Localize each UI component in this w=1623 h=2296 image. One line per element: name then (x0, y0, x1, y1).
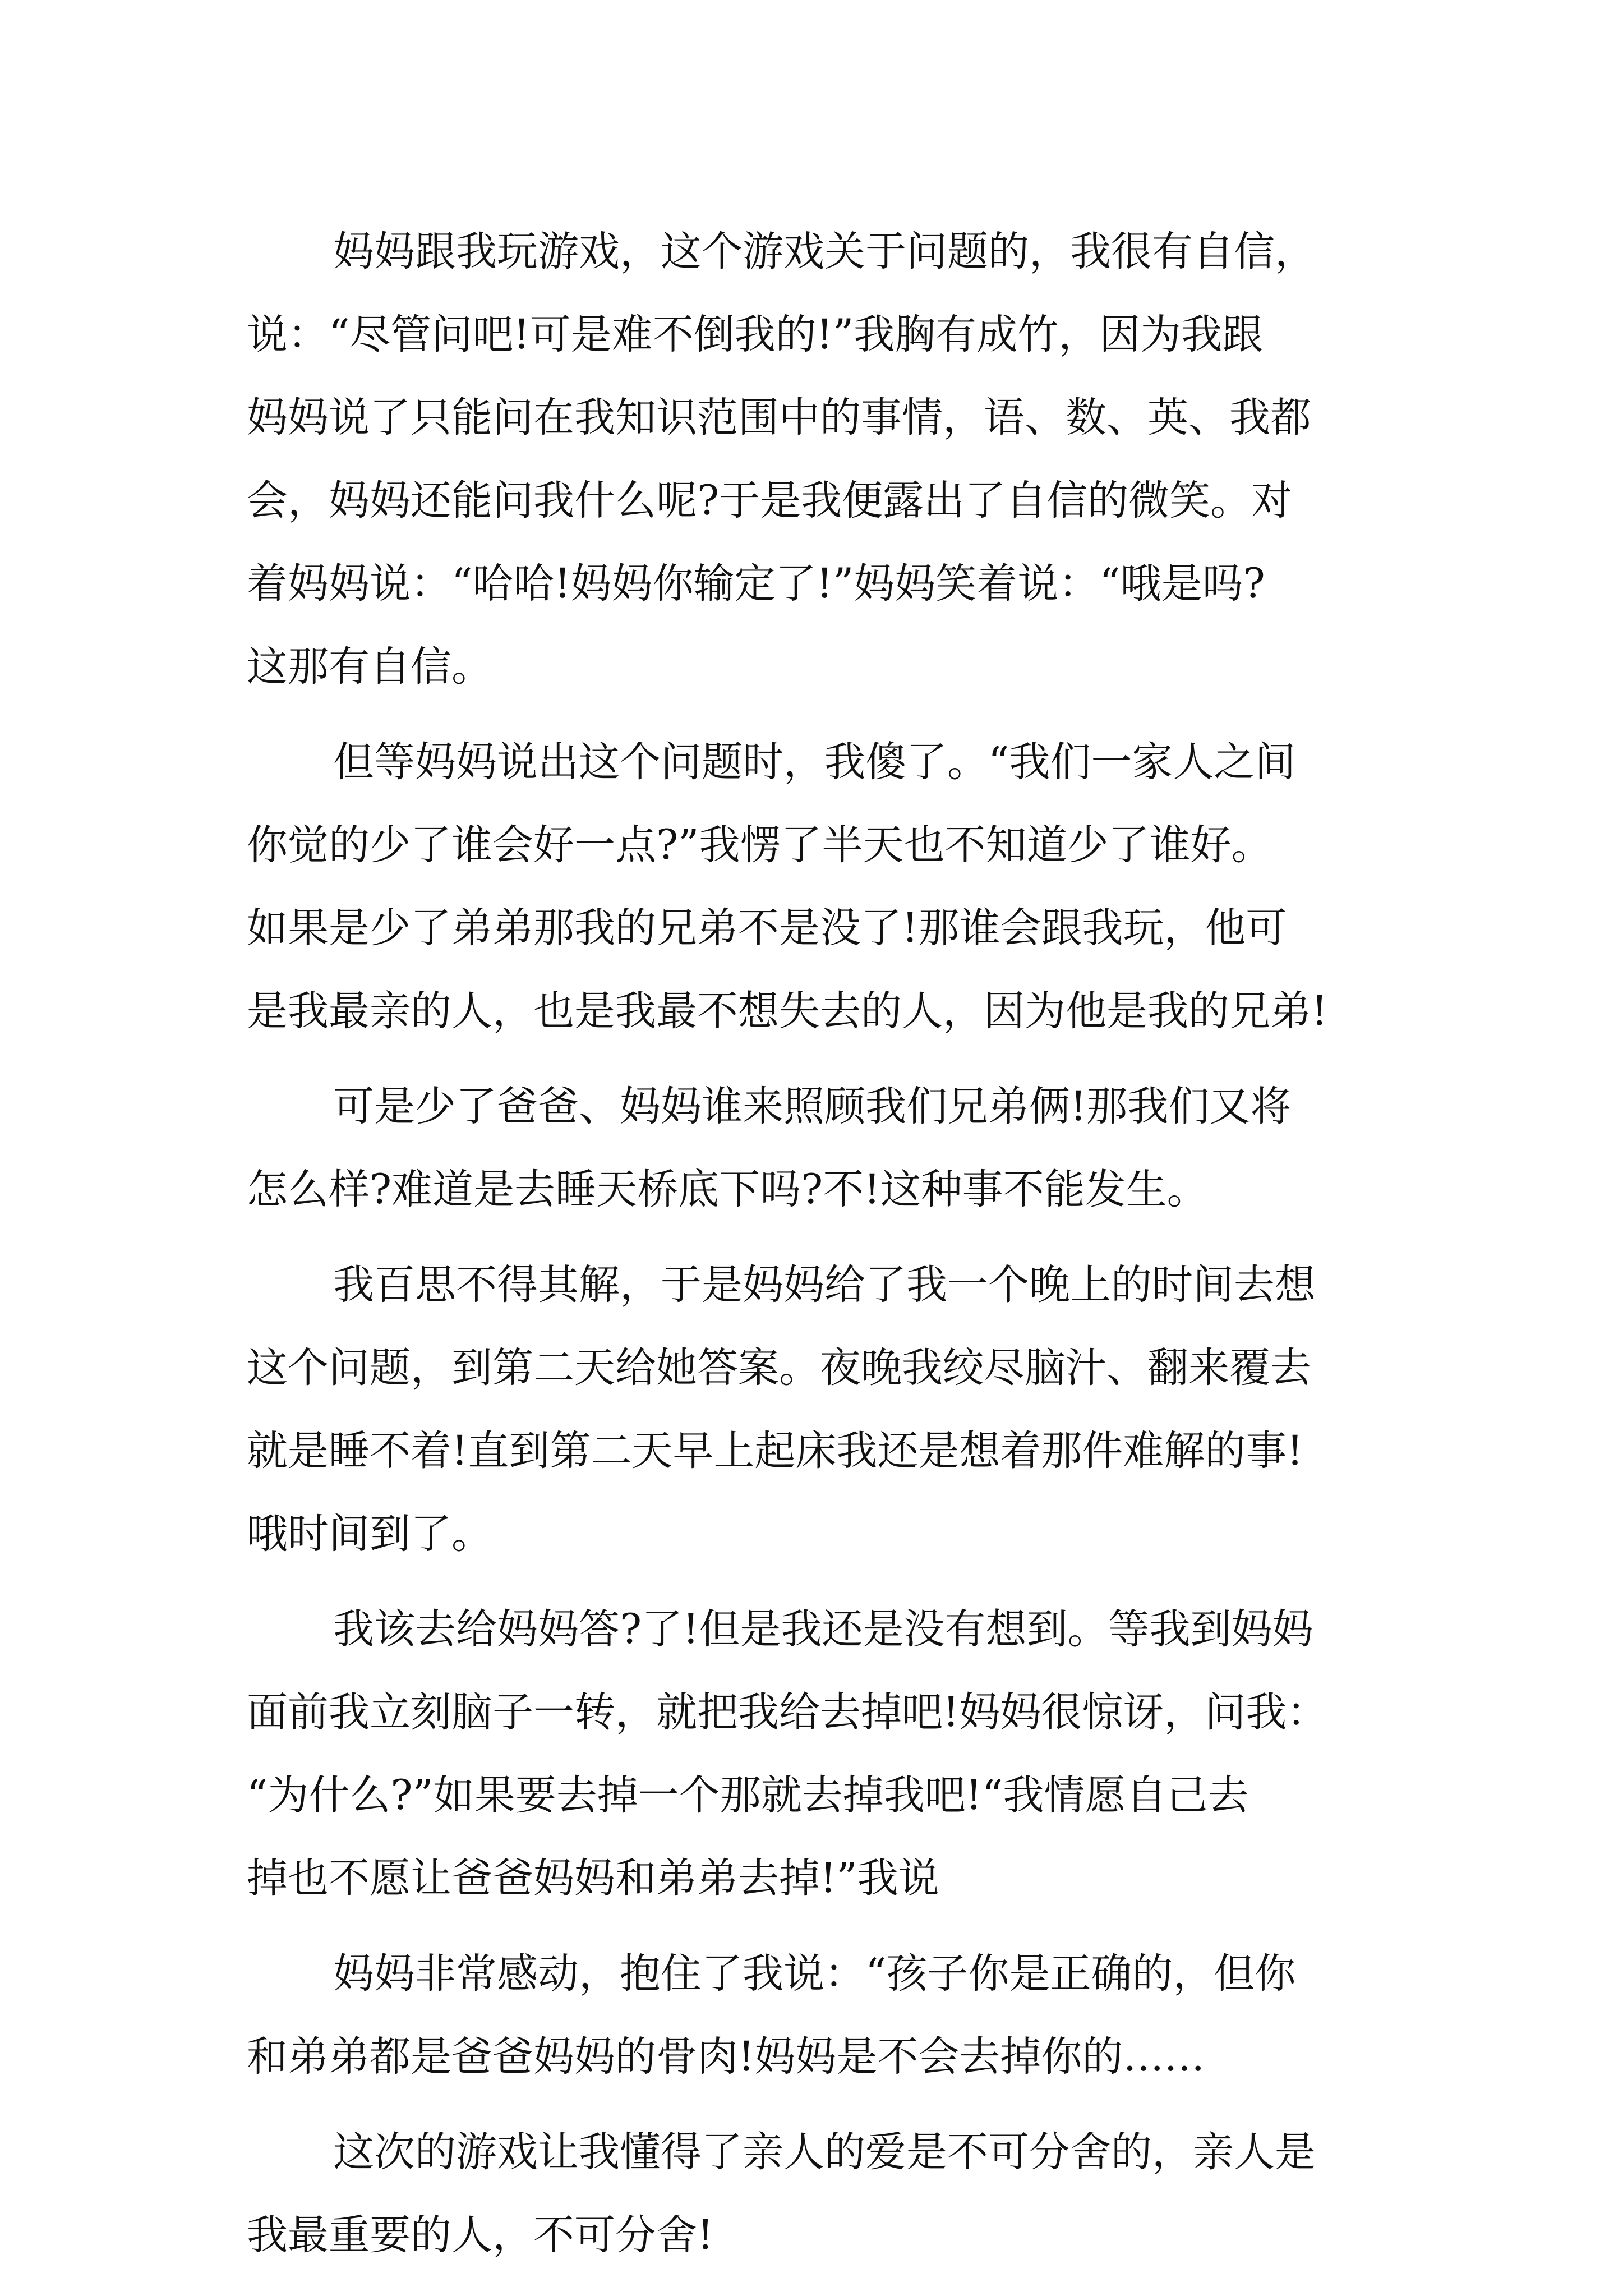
text-line: 但等妈妈说出这个问题时，我傻了。“我们一家人之间 (333, 738, 1296, 786)
text-line: 妈妈说了只能问在我知识范围中的事情，语、数、英、我都 (247, 394, 1311, 441)
text-line: 这个问题，到第二天给她答案。夜晚我绞尽脑汁、翻来覆去 (247, 1344, 1311, 1392)
text-line: 我最重要的人，不可分舍! (247, 2211, 714, 2259)
paragraph-1 (247, 210, 1413, 708)
text-line: 会，妈妈还能问我什么呢?于是我便露出了自信的微笑。对 (247, 477, 1293, 524)
document-body (247, 210, 1413, 2277)
text-line: 怎么样?难道是去睡天桥底下吗?不!这种事不能发生。 (247, 1166, 1208, 1213)
text-line: “为什么?”如果要去掉一个那就去掉我吧!“我情愿自己去 (247, 1772, 1249, 1819)
text-line: 是我最亲的人，也是我最不想失去的人，因为他是我的兄弟! (247, 987, 1328, 1035)
text-line: 这次的游戏让我懂得了亲人的爱是不可分舍的，亲人是 (333, 2128, 1316, 2176)
text-line: 妈妈非常感动，抱住了我说：“孩子你是正确的，但你 (333, 1950, 1296, 1998)
text-line: 妈妈跟我玩游戏，这个游戏关于问题的，我很有自信， (333, 228, 1316, 275)
text-line: 就是睡不着!直到第二天早上起床我还是想着那件难解的事! (247, 1427, 1303, 1475)
text-line: 着妈妈说：“哈哈!妈妈你输定了!”妈妈笑着说：“哦是吗? (247, 560, 1265, 608)
text-line: 我该去给妈妈答?了!但是我还是没有想到。等我到妈妈 (333, 1605, 1313, 1653)
paragraph-7 (247, 2111, 1413, 2277)
text-line: 和弟弟都是爸爸妈妈的骨肉!妈妈是不会去掉你的…… (247, 2033, 1205, 2081)
text-line: 我百思不得其解，于是妈妈给了我一个晚上的时间去想 (333, 1261, 1316, 1309)
text-line: 哦时间到了。 (247, 1510, 492, 1558)
text-line: 可是少了爸爸、妈妈谁来照顾我们兄弟俩!那我们又将 (333, 1083, 1292, 1130)
text-line: 如果是少了弟弟那我的兄弟不是没了!那谁会跟我玩，他可 (247, 904, 1287, 952)
text-line: 面前我立刻脑子一转，就把我给去掉吧!妈妈很惊讶，问我： (247, 1688, 1328, 1736)
paragraph-2 (247, 721, 1413, 1053)
text-line: 说：“尽管问吧!可是难不倒我的!”我胸有成竹，因为我跟 (247, 311, 1264, 358)
paragraph-3 (247, 1065, 1413, 1231)
text-line: 你觉的少了谁会好一点?”我愣了半天也不知道少了谁好。 (247, 821, 1272, 869)
text-line: 这那有自信。 (247, 643, 492, 691)
text-line: 掉也不愿让爸爸妈妈和弟弟去掉!”我说 (247, 1855, 939, 1902)
paragraph-6 (247, 1932, 1413, 2099)
paragraph-4 (247, 1244, 1413, 1576)
paragraph-5 (247, 1588, 1413, 1920)
